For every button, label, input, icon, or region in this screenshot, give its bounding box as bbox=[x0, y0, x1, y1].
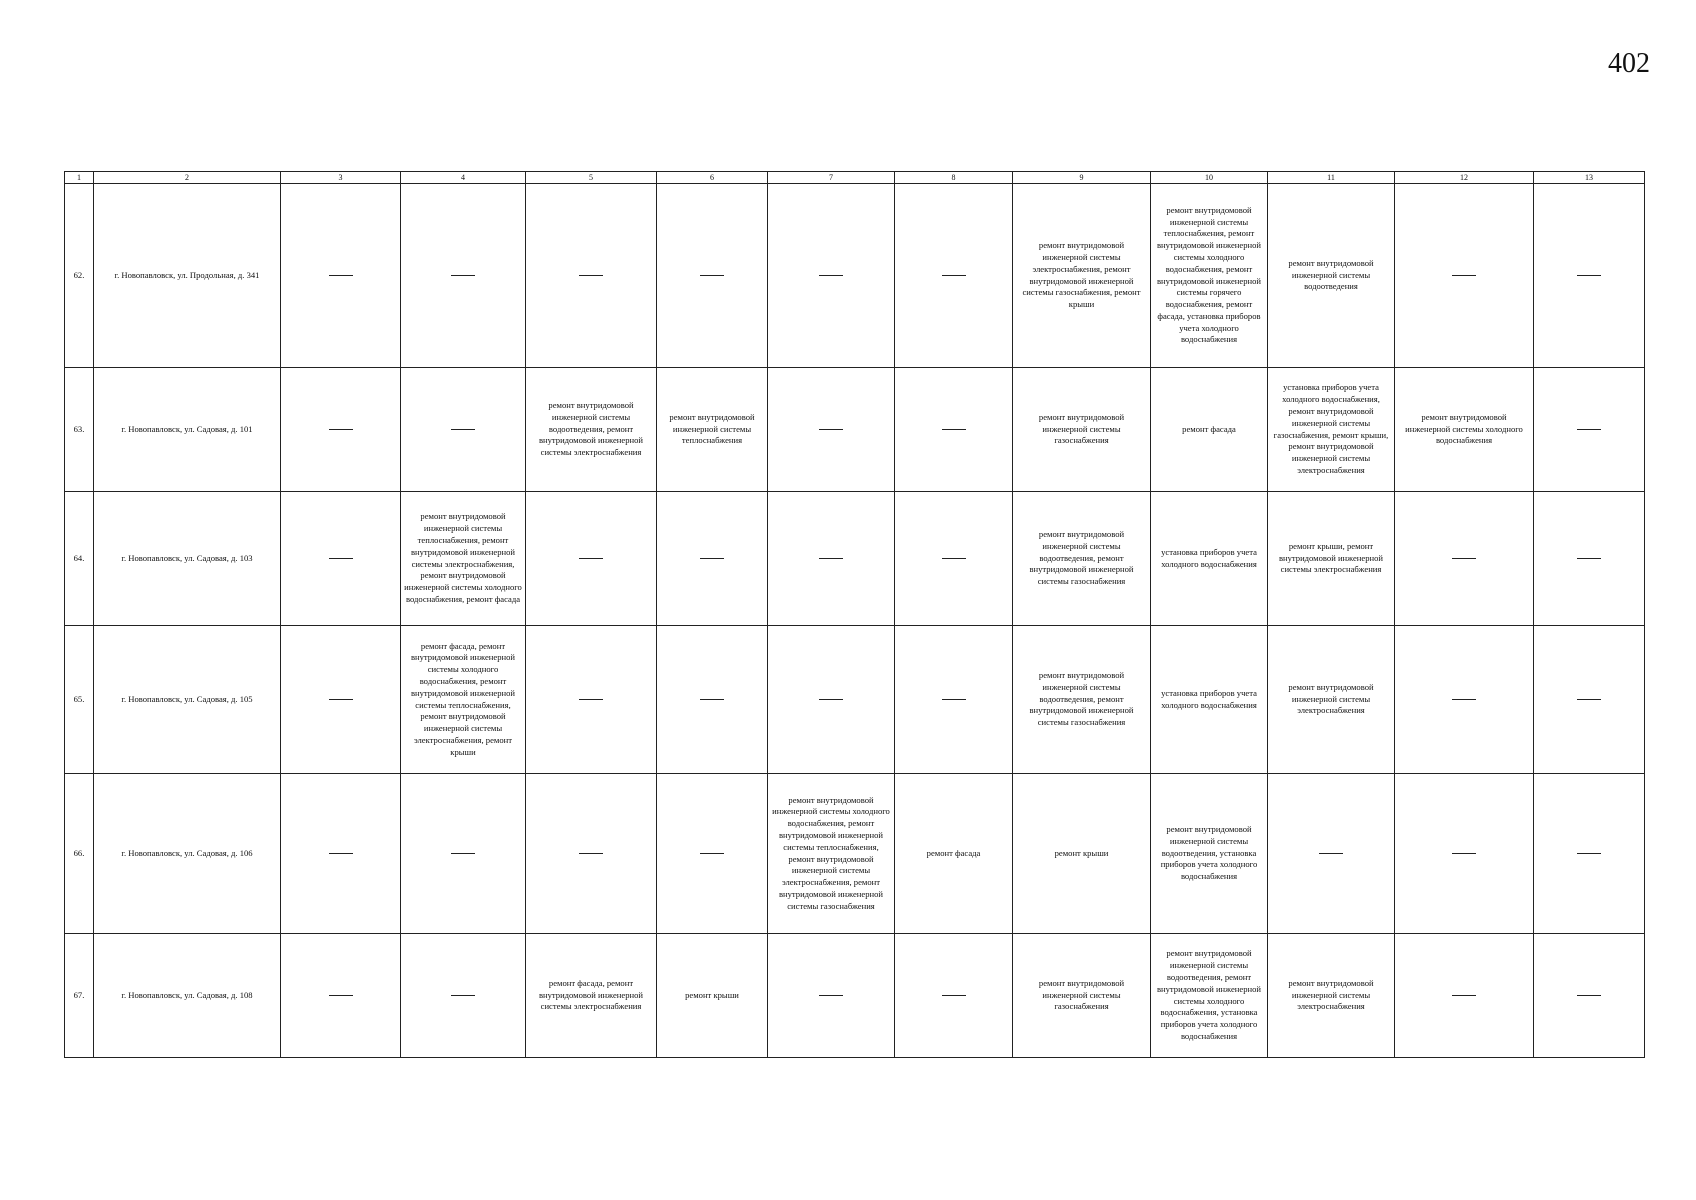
dash-mark bbox=[579, 275, 603, 276]
work-cell bbox=[526, 934, 657, 1058]
dash-mark bbox=[1577, 429, 1601, 430]
column-number: 3 bbox=[281, 172, 401, 184]
dash-mark bbox=[819, 275, 843, 276]
empty-cell bbox=[768, 626, 895, 774]
empty-cell bbox=[657, 774, 768, 934]
empty-cell bbox=[1534, 626, 1645, 774]
work-description: ремонт внутридомовой инженерной системы электроснабжения bbox=[1288, 977, 1374, 1012]
empty-cell bbox=[895, 626, 1013, 774]
empty-cell bbox=[526, 492, 657, 626]
empty-cell bbox=[895, 934, 1013, 1058]
address-cell: г. Новопавловск, ул. Садовая, д. 103 bbox=[94, 492, 281, 626]
work-cell bbox=[1151, 934, 1268, 1058]
empty-cell bbox=[1534, 774, 1645, 934]
empty-cell bbox=[1395, 626, 1534, 774]
dash-mark bbox=[579, 558, 603, 559]
work-description: ремонт фасада bbox=[926, 847, 981, 858]
dash-mark bbox=[819, 995, 843, 996]
work-cell bbox=[1268, 368, 1395, 492]
work-cell bbox=[1013, 184, 1151, 368]
dash-mark bbox=[1577, 699, 1601, 700]
work-description: ремонт внутридомовой инженерной системы водоотведения, ремонт внутридомовой инженерной системы газоснабжения bbox=[1029, 670, 1134, 728]
dash-mark bbox=[1577, 853, 1601, 854]
work-cell bbox=[1268, 184, 1395, 368]
work-cell bbox=[1013, 934, 1151, 1058]
row-number: 63. bbox=[65, 368, 94, 492]
empty-cell bbox=[1395, 492, 1534, 626]
dash-mark bbox=[1452, 853, 1476, 854]
work-cell bbox=[1013, 492, 1151, 626]
work-cell bbox=[1151, 626, 1268, 774]
dash-mark bbox=[700, 853, 724, 854]
empty-cell bbox=[281, 626, 401, 774]
work-description: ремонт внутридомовой инженерной системы водоотведения bbox=[1288, 257, 1374, 292]
dash-mark bbox=[329, 275, 353, 276]
row-number: 65. bbox=[65, 626, 94, 774]
column-number: 9 bbox=[1013, 172, 1151, 184]
column-number: 7 bbox=[768, 172, 895, 184]
address-cell: г. Новопавловск, ул. Садовая, д. 108 bbox=[94, 934, 281, 1058]
work-cell bbox=[1151, 774, 1268, 934]
empty-cell bbox=[768, 368, 895, 492]
dash-mark bbox=[942, 429, 966, 430]
dash-mark bbox=[451, 995, 475, 996]
column-number: 10 bbox=[1151, 172, 1268, 184]
empty-cell bbox=[281, 774, 401, 934]
column-number: 8 bbox=[895, 172, 1013, 184]
dash-mark bbox=[819, 558, 843, 559]
row-number: 62. bbox=[65, 184, 94, 368]
work-description: ремонт внутридомовой инженерной системы холодного водоснабжения bbox=[1405, 411, 1523, 446]
work-description: ремонт внутридомовой инженерной системы газоснабжения bbox=[1038, 411, 1125, 446]
empty-cell bbox=[657, 626, 768, 774]
table-row bbox=[65, 774, 1645, 934]
work-cell bbox=[401, 492, 526, 626]
empty-cell bbox=[1395, 774, 1534, 934]
dash-mark bbox=[579, 699, 603, 700]
empty-cell bbox=[281, 934, 401, 1058]
work-description: установка приборов учета холодного водоснабжения bbox=[1161, 546, 1257, 569]
dash-mark bbox=[700, 275, 724, 276]
table-row bbox=[65, 934, 1645, 1058]
row-number: 67. bbox=[65, 934, 94, 1058]
work-description: ремонт фасада, ремонт внутридомовой инженерной системы электроснабжения bbox=[538, 977, 644, 1012]
dash-mark bbox=[329, 995, 353, 996]
work-description: установка приборов учета холодного водоснабжения bbox=[1161, 687, 1257, 710]
table-row bbox=[65, 492, 1645, 626]
work-cell bbox=[1013, 774, 1151, 934]
empty-cell bbox=[768, 184, 895, 368]
work-cell bbox=[1151, 492, 1268, 626]
address-cell: г. Новопавловск, ул. Садовая, д. 101 bbox=[94, 368, 281, 492]
work-cell bbox=[1151, 184, 1268, 368]
dash-mark bbox=[329, 558, 353, 559]
dash-mark bbox=[1452, 699, 1476, 700]
dash-mark bbox=[942, 275, 966, 276]
row-number: 66. bbox=[65, 774, 94, 934]
dash-mark bbox=[700, 699, 724, 700]
dash-mark bbox=[329, 853, 353, 854]
work-cell bbox=[657, 368, 768, 492]
work-description: ремонт внутридомовой инженерной системы водоотведения, ремонт внутридомовой инженерной системы электроснабжения bbox=[538, 400, 644, 458]
dash-mark bbox=[451, 853, 475, 854]
address-cell: г. Новопавловск, ул. Продольная, д. 341 bbox=[94, 184, 281, 368]
empty-cell bbox=[1534, 184, 1645, 368]
empty-cell bbox=[526, 774, 657, 934]
empty-cell bbox=[657, 184, 768, 368]
empty-cell bbox=[768, 492, 895, 626]
work-description: ремонт внутридомовой инженерной системы водоотведения, ремонт внутридомовой инженерной системы газоснабжения bbox=[1029, 529, 1134, 587]
work-description: установка приборов учета холодного водоснабжения, ремонт внутридомовой инженерной системы газоснабжения, ремонт крыши, ремонт внутридомовой инженерной системы электроснабжения bbox=[1273, 382, 1389, 475]
empty-cell bbox=[401, 934, 526, 1058]
work-cell bbox=[1268, 492, 1395, 626]
empty-cell bbox=[401, 368, 526, 492]
work-description: ремонт внутридомовой инженерной системы водоотведения, ремонт внутридомовой инженерной системы холодного водоснабжения, установка приборов учета холодного водоснабжения bbox=[1156, 948, 1262, 1041]
dash-mark bbox=[942, 558, 966, 559]
table-row bbox=[65, 626, 1645, 774]
column-number: 1 bbox=[65, 172, 94, 184]
dash-mark bbox=[819, 699, 843, 700]
column-number: 2 bbox=[94, 172, 281, 184]
dash-mark bbox=[1452, 995, 1476, 996]
work-description: ремонт внутридомовой инженерной системы газоснабжения bbox=[1038, 977, 1125, 1012]
empty-cell bbox=[281, 184, 401, 368]
work-description: ремонт внутридомовой инженерной системы холодного водоснабжения, ремонт внутридомовой инженерной системы теплоснабжения, ремонт внутридомовой инженерной системы электроснабжения, ремонт внутридомовой инженерной системы газоснабжения bbox=[772, 794, 890, 911]
work-description: ремонт внутридомовой инженерной системы теплоснабжения, ремонт внутридомовой инженерной системы электроснабжения, ремонт внутридомовой инженерной системы холодного водоснабжения, ремонт фасада bbox=[404, 511, 522, 604]
work-cell bbox=[1268, 626, 1395, 774]
empty-cell bbox=[768, 934, 895, 1058]
work-cell bbox=[1151, 368, 1268, 492]
empty-cell bbox=[401, 774, 526, 934]
dash-mark bbox=[451, 275, 475, 276]
dash-mark bbox=[329, 699, 353, 700]
work-cell bbox=[526, 368, 657, 492]
work-description: ремонт крыши bbox=[685, 989, 739, 1000]
empty-cell bbox=[526, 184, 657, 368]
empty-cell bbox=[657, 492, 768, 626]
page-number: 402 bbox=[1608, 48, 1650, 79]
repair-schedule-table bbox=[64, 171, 1645, 1058]
column-number: 4 bbox=[401, 172, 526, 184]
work-cell bbox=[401, 626, 526, 774]
work-cell bbox=[1268, 934, 1395, 1058]
dash-mark bbox=[1577, 558, 1601, 559]
work-description: ремонт внутридомовой инженерной системы теплоснабжения bbox=[669, 411, 755, 446]
dash-mark bbox=[1452, 558, 1476, 559]
column-number: 13 bbox=[1534, 172, 1645, 184]
work-cell bbox=[895, 774, 1013, 934]
table-row bbox=[65, 368, 1645, 492]
dash-mark bbox=[1452, 275, 1476, 276]
work-cell bbox=[1013, 368, 1151, 492]
work-description: ремонт крыши, ремонт внутридомовой инженерной системы электроснабжения bbox=[1278, 540, 1384, 575]
empty-cell bbox=[895, 184, 1013, 368]
column-number: 5 bbox=[526, 172, 657, 184]
dash-mark bbox=[942, 995, 966, 996]
dash-mark bbox=[579, 853, 603, 854]
dash-mark bbox=[451, 429, 475, 430]
work-description: ремонт внутридомовой инженерной системы теплоснабжения, ремонт внутридомовой инженерной системы холодного водоснабжения, ремонт внутридомовой инженерной системы горячего водоснабжения, ремонт фасада, установка приборов учета холодного водоснабжения bbox=[1156, 204, 1262, 345]
empty-cell bbox=[895, 368, 1013, 492]
empty-cell bbox=[1395, 934, 1534, 1058]
work-description: ремонт фасада, ремонт внутридомовой инженерной системы холодного водоснабжения, ремонт внутридомовой инженерной системы теплоснабжения, ремонт внутридомовой инженерной системы электроснабжения, ремонт крыши bbox=[410, 640, 516, 757]
dash-mark bbox=[1577, 995, 1601, 996]
address-cell: г. Новопавловск, ул. Садовая, д. 105 bbox=[94, 626, 281, 774]
empty-cell bbox=[895, 492, 1013, 626]
column-number: 12 bbox=[1395, 172, 1534, 184]
dash-mark bbox=[329, 429, 353, 430]
empty-cell bbox=[1395, 184, 1534, 368]
work-cell bbox=[1395, 368, 1534, 492]
work-cell bbox=[657, 934, 768, 1058]
empty-cell bbox=[281, 368, 401, 492]
empty-cell bbox=[1268, 774, 1395, 934]
empty-cell bbox=[281, 492, 401, 626]
column-number-header-row bbox=[65, 172, 1645, 184]
work-description: ремонт крыши bbox=[1054, 847, 1109, 858]
work-description: ремонт внутридомовой инженерной системы электроснабжения bbox=[1288, 681, 1374, 716]
dash-mark bbox=[942, 699, 966, 700]
column-number: 11 bbox=[1268, 172, 1395, 184]
dash-mark bbox=[1319, 853, 1343, 854]
work-description: ремонт внутридомовой инженерной системы электроснабжения, ремонт внутридомовой инженерной системы газоснабжения, ремонт крыши bbox=[1022, 240, 1141, 310]
dash-mark bbox=[819, 429, 843, 430]
address-cell: г. Новопавловск, ул. Садовая, д. 106 bbox=[94, 774, 281, 934]
work-description: ремонт внутридомовой инженерной системы водоотведения, установка приборов учета холодного водоснабжения bbox=[1160, 824, 1258, 882]
empty-cell bbox=[1534, 492, 1645, 626]
work-description: ремонт фасада bbox=[1182, 423, 1236, 434]
dash-mark bbox=[700, 558, 724, 559]
table-row bbox=[65, 184, 1645, 368]
empty-cell bbox=[526, 626, 657, 774]
empty-cell bbox=[401, 184, 526, 368]
column-number: 6 bbox=[657, 172, 768, 184]
empty-cell bbox=[1534, 368, 1645, 492]
row-number: 64. bbox=[65, 492, 94, 626]
dash-mark bbox=[1577, 275, 1601, 276]
work-cell bbox=[768, 774, 895, 934]
empty-cell bbox=[1534, 934, 1645, 1058]
work-cell bbox=[1013, 626, 1151, 774]
